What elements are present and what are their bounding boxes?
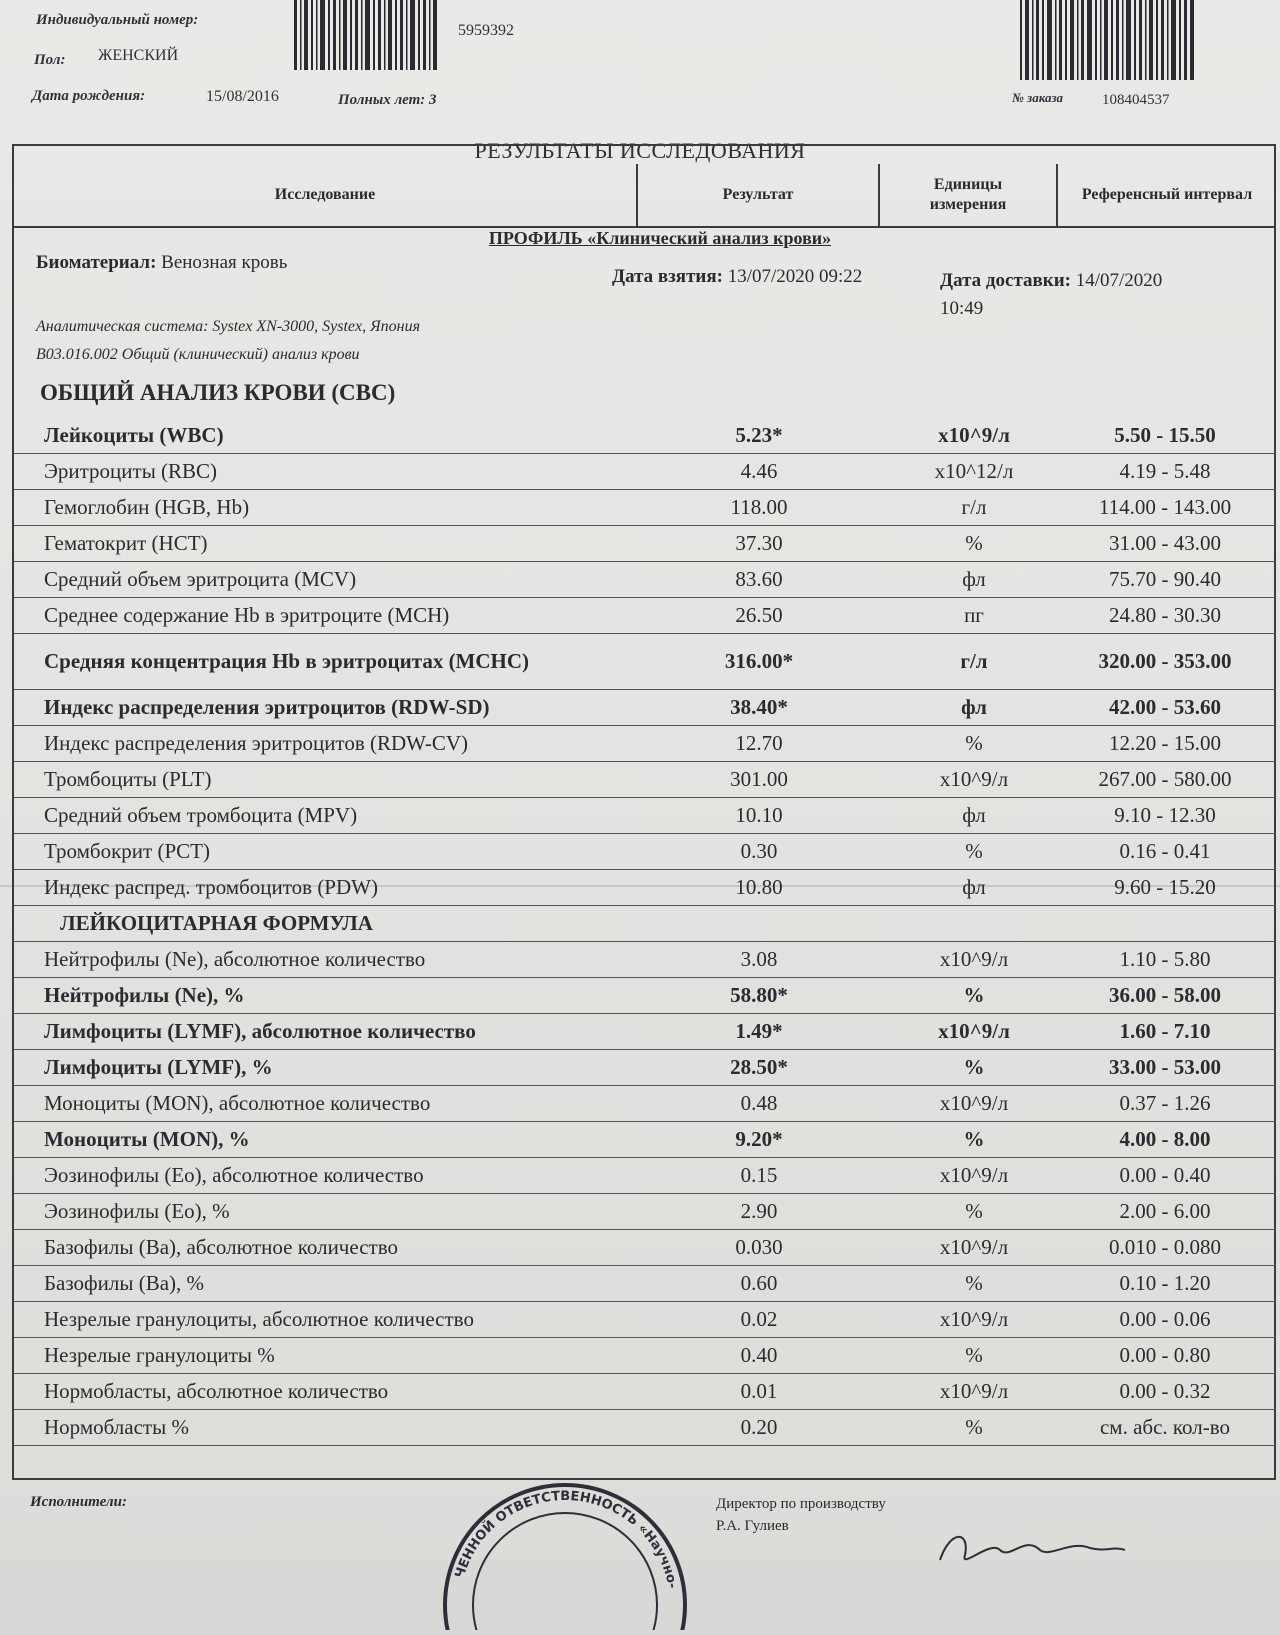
table-row <box>14 634 1276 690</box>
test-name: Незрелые гранулоциты % <box>44 1343 275 1367</box>
performers-label: Исполнители: <box>30 1494 127 1510</box>
test-unit: x10^9/л <box>939 947 1009 971</box>
test-reference: см. абс. кол-во <box>1099 1415 1231 1439</box>
test-reference: 33.00 - 53.00 <box>1109 1055 1221 1079</box>
report-title: РЕЗУЛЬТАТЫ ИССЛЕДОВАНИЯ <box>474 138 806 163</box>
delivery-date <box>940 270 1162 292</box>
test-name: Лимфоциты (LYMF), % <box>44 1055 273 1079</box>
table-row <box>14 726 1276 762</box>
test-unit: % <box>963 1127 985 1151</box>
test-unit: x10^9/л <box>939 1235 1009 1259</box>
test-reference: 2.00 - 6.00 <box>1119 1199 1211 1223</box>
test-name: Моноциты (MON), % <box>44 1127 250 1151</box>
taken-date <box>612 266 862 288</box>
table-row <box>14 870 1276 906</box>
dob-value: 15/08/2016 <box>206 88 279 105</box>
test-reference: 4.00 - 8.00 <box>1119 1127 1211 1151</box>
table-row <box>14 598 1276 634</box>
test-reference: 0.16 - 0.41 <box>1119 839 1211 863</box>
test-result: 118.00 <box>730 495 788 519</box>
delivery-time: 10:49 <box>940 298 984 319</box>
test-reference: 0.37 - 1.26 <box>1119 1091 1211 1115</box>
test-reference: 75.70 - 90.40 <box>1109 567 1221 591</box>
test-result: 0.02 <box>740 1307 778 1331</box>
test-unit: % <box>965 1199 983 1223</box>
test-unit: % <box>963 1055 985 1079</box>
col-study: Исследование <box>274 186 376 203</box>
test-reference: 12.20 - 15.00 <box>1109 731 1221 755</box>
test-name: Базофилы (Ba), абсолютное количество <box>44 1235 398 1259</box>
test-name: Тромбокрит (PCT) <box>44 839 210 863</box>
test-result: 316.00* <box>724 649 794 673</box>
test-result: 9.20* <box>735 1127 783 1151</box>
test-name: Среднее содержание Hb в эритроците (MCH) <box>44 603 450 627</box>
taken-value: 13/07/2020 09:22 <box>727 266 863 287</box>
id-label: Индивидуальный номер: <box>36 12 199 28</box>
test-result: 2.90 <box>740 1199 778 1223</box>
test-name: Лимфоциты (LYMF), абсолютное количество <box>44 1019 476 1043</box>
test-result: 26.50 <box>735 603 783 627</box>
test-result: 10.10 <box>735 803 783 827</box>
test-unit: x10^9/л <box>939 767 1009 791</box>
taken-label: Дата взятия: <box>612 266 723 287</box>
table-row <box>14 526 1276 562</box>
test-unit: пг <box>964 603 984 627</box>
table-row <box>14 762 1276 798</box>
test-reference: 0.00 - 0.80 <box>1119 1343 1211 1367</box>
test-reference: 0.00 - 0.40 <box>1119 1163 1211 1187</box>
biomaterial-value: Венозная кровь <box>161 252 288 273</box>
table-row <box>14 1086 1276 1122</box>
section-row <box>14 906 1276 942</box>
signature <box>930 1520 1130 1570</box>
test-reference: 9.10 - 12.30 <box>1114 803 1216 827</box>
test-unit: x10^9/л <box>938 1019 1010 1043</box>
test-name: Нормобласты, абсолютное количество <box>44 1379 389 1403</box>
test-result: 301.00 <box>730 767 788 791</box>
col-result: Результат <box>636 164 878 226</box>
profile-title: ПРОФИЛЬ «Клинический анализ крови» <box>488 228 832 248</box>
test-reference: 1.10 - 5.80 <box>1119 947 1211 971</box>
table-row <box>14 1266 1276 1302</box>
results-rows <box>14 418 1276 1446</box>
test-result: 0.20 <box>740 1415 778 1439</box>
delivery-label: Дата доставки: <box>940 270 1071 291</box>
test-reference: 4.19 - 5.48 <box>1119 459 1211 483</box>
test-reference: 31.00 - 43.00 <box>1109 531 1221 555</box>
test-reference: 0.00 - 0.06 <box>1119 1307 1211 1331</box>
stamp-text: ЧЕННОЙ ОТВЕТСТВЕННОСТЬ «Научно- <box>452 1488 680 1590</box>
test-reference: 114.00 - 143.00 <box>1098 495 1232 519</box>
test-unit: % <box>965 1343 983 1367</box>
order-label: № заказа <box>1012 90 1064 105</box>
sex-label: Пол: <box>34 52 66 68</box>
test-unit: % <box>965 839 983 863</box>
test-name: Нормобласты % <box>44 1415 189 1439</box>
biomaterial <box>36 252 287 274</box>
test-reference: 36.00 - 58.00 <box>1109 983 1221 1007</box>
test-unit: % <box>965 731 983 755</box>
sex-value: ЖЕНСКИЙ <box>98 47 179 64</box>
table-row <box>14 490 1276 526</box>
test-reference: 320.00 - 353.00 <box>1098 649 1232 673</box>
test-unit: x10^9/л <box>939 1091 1009 1115</box>
table-row <box>14 978 1276 1014</box>
table-row <box>14 1410 1276 1446</box>
test-name: Эозинофилы (Eo), абсолютное количество <box>44 1163 424 1187</box>
id-value: 5959392 <box>458 22 514 39</box>
test-result: 0.01 <box>740 1379 778 1403</box>
test-unit: x10^9/л <box>939 1307 1009 1331</box>
test-reference: 0.10 - 1.20 <box>1119 1271 1211 1295</box>
test-name: Тромбоциты (PLT) <box>44 767 212 791</box>
order-value: 108404537 <box>1102 92 1170 108</box>
test-unit: % <box>963 983 985 1007</box>
director-name: Р.А. Гулиев <box>716 1517 789 1534</box>
test-unit: x10^12/л <box>934 459 1014 483</box>
barcode-left <box>292 0 442 70</box>
test-unit: фл <box>961 695 987 719</box>
test-reference: 24.80 - 30.30 <box>1109 603 1221 627</box>
test-result: 58.80* <box>730 983 788 1007</box>
table-row <box>14 1302 1276 1338</box>
table-row <box>14 1374 1276 1410</box>
table-row <box>14 942 1276 978</box>
test-unit: фл <box>962 875 986 899</box>
test-result: 0.030 <box>735 1235 783 1259</box>
test-name: Моноциты (MON), абсолютное количество <box>44 1091 431 1115</box>
section-title: ЛЕЙКОЦИТАРНАЯ ФОРМУЛА <box>60 911 373 935</box>
test-result: 83.60 <box>735 567 783 591</box>
dob-label: Дата рождения: <box>32 88 146 104</box>
analytic-system: Аналитическая система: Systex XN-3000, Systex, Япония <box>36 318 421 335</box>
test-reference: 9.60 - 15.20 <box>1114 875 1216 899</box>
director-block <box>716 1494 886 1538</box>
table-row <box>14 418 1276 454</box>
section-cbc: ОБЩИЙ АНАЛИЗ КРОВИ (CBC) <box>40 380 396 405</box>
table-row <box>14 834 1276 870</box>
table-row <box>14 1194 1276 1230</box>
table-row <box>14 690 1276 726</box>
test-name: Индекс распределения эритроцитов (RDW-CV) <box>44 731 468 755</box>
test-reference: 42.00 - 53.60 <box>1109 695 1221 719</box>
test-unit: фл <box>962 567 986 591</box>
test-name: Индекс распределения эритроцитов (RDW-SD) <box>44 695 490 719</box>
test-unit: x10^9/л <box>939 1163 1009 1187</box>
test-result: 0.48 <box>740 1091 778 1115</box>
test-unit: x10^9/л <box>938 423 1010 447</box>
test-result: 0.30 <box>740 839 778 863</box>
director-title: Директор по производству <box>716 1496 886 1512</box>
delivery-value: 14/07/2020 <box>1075 270 1163 291</box>
test-name: Средняя концентрация Hb в эритроцитах (MCHC) <box>44 648 530 673</box>
test-name: Лейкоциты (WBC) <box>44 423 224 447</box>
table-row <box>14 562 1276 598</box>
test-name: Индекс распред. тромбоцитов (PDW) <box>44 875 378 899</box>
test-unit: г/л <box>960 649 988 673</box>
test-result: 0.15 <box>740 1163 778 1187</box>
service-code: B03.016.002 Общий (клинический) анализ крови <box>36 346 360 363</box>
test-unit: % <box>965 531 983 555</box>
test-reference: 0.00 - 0.32 <box>1119 1379 1211 1403</box>
test-name: Базофилы (Ba), % <box>44 1271 205 1295</box>
table-header <box>14 164 1276 228</box>
table-row <box>14 1338 1276 1374</box>
col-reference: Референсный интервал <box>1056 164 1276 226</box>
test-unit: % <box>965 1415 983 1439</box>
test-result: 37.30 <box>735 531 783 555</box>
test-result: 10.80 <box>735 875 783 899</box>
test-result: 0.60 <box>740 1271 778 1295</box>
test-unit: x10^9/л <box>939 1379 1009 1403</box>
test-result: 4.46 <box>740 459 778 483</box>
test-result: 1.49* <box>735 1019 783 1043</box>
barcode-right <box>1018 0 1198 80</box>
test-unit: г/л <box>961 495 987 519</box>
test-unit: фл <box>962 803 986 827</box>
test-name: Средний объем эритроцита (MCV) <box>44 567 357 591</box>
table-row <box>14 1014 1276 1050</box>
test-name: Нейтрофилы (Ne), % <box>44 983 245 1007</box>
test-result: 5.23* <box>735 423 783 447</box>
test-result: 28.50* <box>730 1055 788 1079</box>
test-reference: 5.50 - 15.50 <box>1114 423 1216 447</box>
col-units: Единицы измерения <box>878 164 1056 226</box>
test-result: 0.40 <box>740 1343 778 1367</box>
test-unit: % <box>965 1271 983 1295</box>
table-row <box>14 1122 1276 1158</box>
test-reference: 267.00 - 580.00 <box>1098 767 1232 791</box>
svg-text:ЧЕННОЙ ОТВЕТСТВЕННОСТЬ «Научно <box>453 1489 680 1590</box>
table-row <box>14 1230 1276 1266</box>
table-row <box>14 454 1276 490</box>
biomaterial-label: Биоматериал: <box>36 252 157 273</box>
test-result: 3.08 <box>740 947 778 971</box>
table-row <box>14 1158 1276 1194</box>
test-name: Средний объем тромбоцита (MPV) <box>44 803 358 827</box>
test-name: Гемоглобин (HGB, Hb) <box>44 495 250 519</box>
test-name: Гематокрит (HCT) <box>44 531 208 555</box>
test-result: 12.70 <box>735 731 783 755</box>
table-row <box>14 798 1276 834</box>
test-name: Эозинофилы (Eo), % <box>44 1199 230 1223</box>
test-reference: 0.010 - 0.080 <box>1109 1235 1221 1259</box>
test-name: Незрелые гранулоциты, абсолютное количество <box>44 1307 474 1331</box>
table-row <box>14 1050 1276 1086</box>
age-label: Полных лет: 3 <box>338 92 437 108</box>
test-result: 38.40* <box>730 695 788 719</box>
organization-stamp <box>430 1470 700 1630</box>
test-name: Эритроциты (RBC) <box>44 459 218 483</box>
test-name: Нейтрофилы (Ne), абсолютное количество <box>44 947 426 971</box>
test-reference: 1.60 - 7.10 <box>1119 1019 1211 1043</box>
